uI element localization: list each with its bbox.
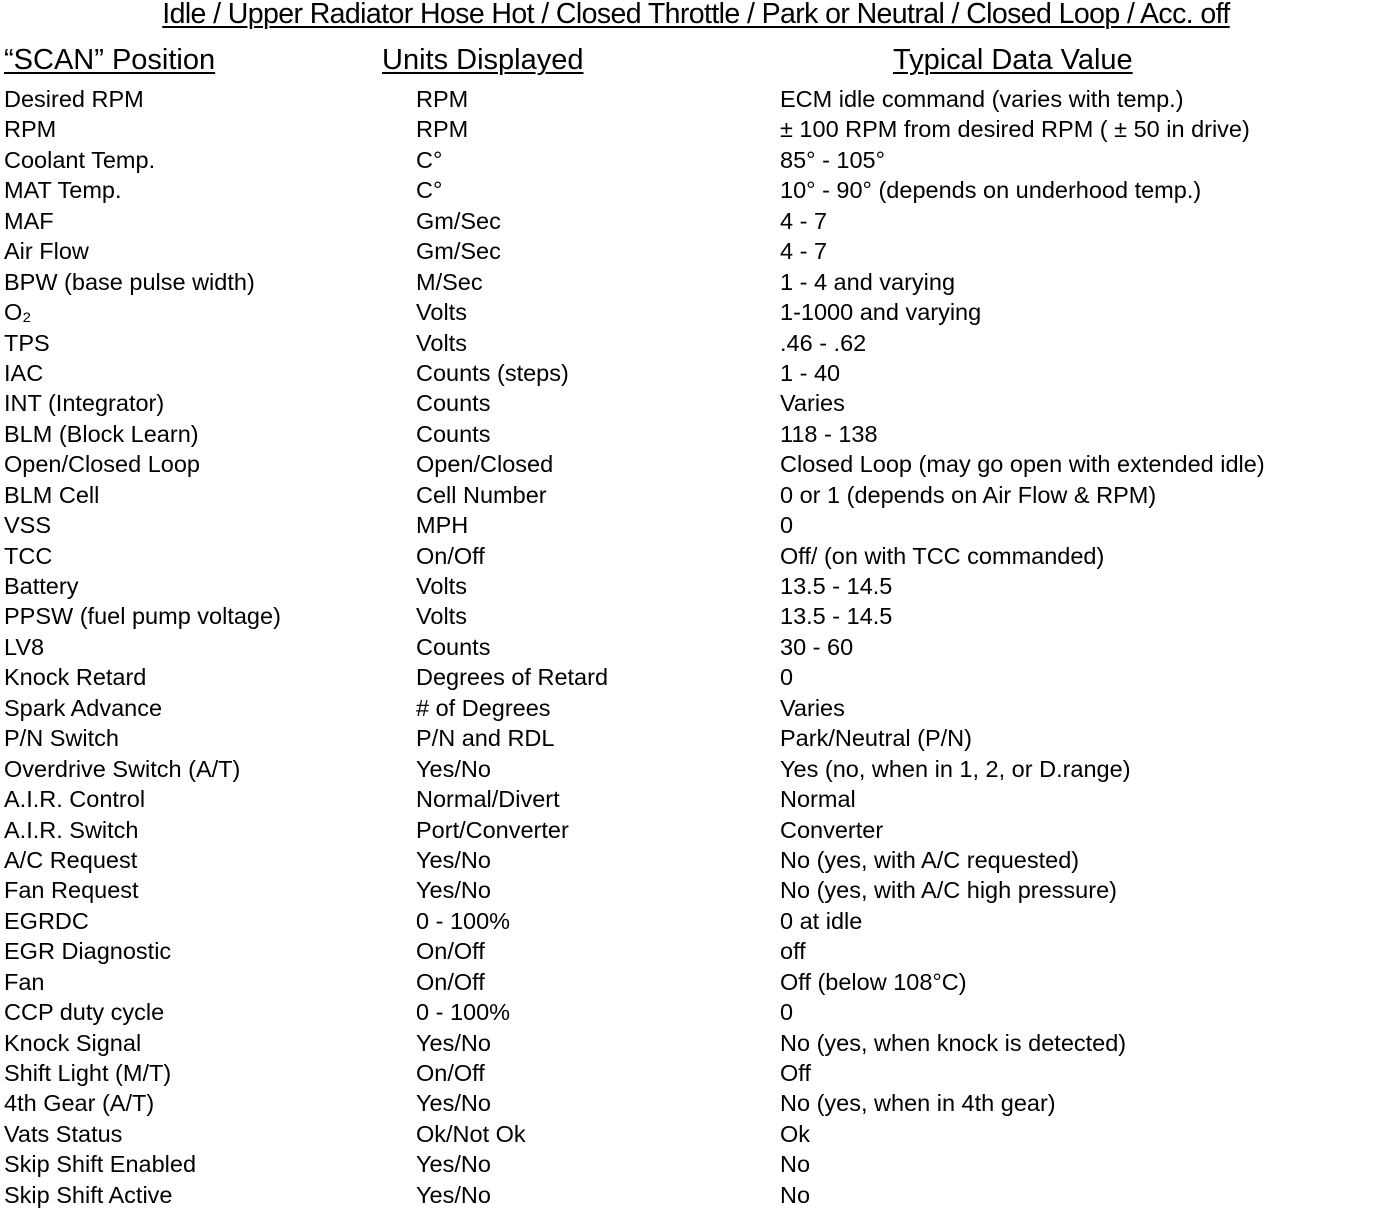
scan-position-cell: EGR Diagnostic <box>4 938 172 965</box>
table-row <box>0 267 1392 297</box>
table-row <box>0 175 1392 205</box>
typical-data-value-cell: ECM idle command (varies with temp.) <box>780 86 1184 112</box>
table-row <box>0 114 1392 144</box>
typical-data-value-cell: .46 - .62 <box>780 329 867 356</box>
units-displayed-cell: Counts <box>416 633 491 660</box>
typical-data-value-cell: 0 <box>780 999 794 1026</box>
typical-data-value-cell: 4 - 7 <box>780 207 828 234</box>
column-header-scan-position: “SCAN” Position <box>4 44 216 76</box>
units-displayed-cell: Counts (steps) <box>416 359 569 386</box>
typical-data-value-cell: 10° - 90° (depends on underhood temp.) <box>780 177 1202 204</box>
typical-data-value-cell: 0 at idle <box>780 907 863 934</box>
table-row <box>0 784 1392 814</box>
typical-data-value-cell: Converter <box>780 816 884 843</box>
table-row <box>0 84 1392 114</box>
typical-data-value-cell: No <box>780 1181 811 1208</box>
scan-position-cell: BLM (Block Learn) <box>4 420 199 447</box>
scan-position-cell: 4th Gear (A/T) <box>4 1090 155 1117</box>
table-row <box>0 632 1392 662</box>
units-displayed-cell: On/Off <box>416 968 485 995</box>
scan-position-cell: Knock Signal <box>4 1029 142 1056</box>
table-row <box>0 754 1392 784</box>
units-displayed-cell: Open/Closed <box>416 451 554 478</box>
units-displayed-cell: Yes/No <box>416 1090 491 1117</box>
units-displayed-cell: Volts <box>416 329 467 356</box>
units-displayed-cell: MPH <box>416 512 469 539</box>
scan-position-cell: BLM Cell <box>4 481 100 508</box>
scan-position-cell: Fan <box>4 968 45 995</box>
scan-position-cell: TCC <box>4 542 53 569</box>
scan-position-cell: IAC <box>4 359 44 386</box>
typical-data-value-cell: No <box>780 1151 811 1178</box>
scan-data-table <box>0 84 1392 1210</box>
scan-position-cell: Skip Shift Active <box>4 1181 173 1208</box>
scan-position-cell: Open/Closed Loop <box>4 451 200 478</box>
typical-data-value-cell: Closed Loop (may go open with extended idle) <box>780 451 1265 478</box>
scan-position-cell: O₂ <box>4 299 32 326</box>
typical-data-value-cell: 118 - 138 <box>780 420 878 447</box>
units-displayed-cell: Yes/No <box>416 1151 491 1178</box>
units-displayed-cell: 0 - 100% <box>416 999 511 1026</box>
typical-data-value-cell: No (yes, when in 4th gear) <box>780 1090 1056 1117</box>
table-row <box>0 328 1392 358</box>
scan-position-cell: Vats Status <box>4 1120 123 1147</box>
table-row <box>0 145 1392 175</box>
typical-data-value-cell: 0 <box>780 664 794 691</box>
table-row <box>0 510 1392 540</box>
scan-position-cell: Skip Shift Enabled <box>4 1151 197 1178</box>
table-row <box>0 906 1392 936</box>
typical-data-value-cell: 0 <box>780 512 794 539</box>
table-row <box>0 1180 1392 1210</box>
typical-data-value-cell: ± 100 RPM from desired RPM ( ± 50 in drive) <box>780 116 1250 143</box>
typical-data-value-cell: Park/Neutral (P/N) <box>780 725 972 752</box>
typical-data-value-cell: 1 - 40 <box>780 359 841 386</box>
scan-position-cell: LV8 <box>4 633 45 660</box>
units-displayed-cell: RPM <box>416 86 469 112</box>
table-row <box>0 723 1392 753</box>
table-row <box>0 875 1392 905</box>
units-displayed-cell: RPM <box>416 116 469 143</box>
scan-position-cell: BPW (base pulse width) <box>4 268 255 295</box>
units-displayed-cell: Yes/No <box>416 1181 491 1208</box>
table-row <box>0 1028 1392 1058</box>
scan-position-cell: TPS <box>4 329 50 356</box>
typical-data-value-cell: 1 - 4 and varying <box>780 268 956 295</box>
scan-position-cell: A/C Request <box>4 846 138 873</box>
table-row <box>0 236 1392 266</box>
typical-data-value-cell: 85° - 105° <box>780 146 886 173</box>
typical-data-value-cell: 30 - 60 <box>780 633 854 660</box>
table-row <box>0 297 1392 327</box>
units-displayed-cell: Counts <box>416 420 491 447</box>
typical-data-value-cell: off <box>780 938 806 965</box>
scan-position-cell: PPSW (fuel pump voltage) <box>4 603 281 630</box>
typical-data-value-cell: 13.5 - 14.5 <box>780 573 893 599</box>
scan-position-cell: P/N Switch <box>4 725 119 752</box>
typical-data-value-cell: Yes (no, when in 1, 2, or D.range) <box>780 755 1131 782</box>
table-row <box>0 845 1392 875</box>
units-displayed-cell: On/Off <box>416 542 485 569</box>
units-displayed-cell: Ok/Not Ok <box>416 1120 526 1147</box>
column-header-units-displayed: Units Displayed <box>382 44 584 76</box>
typical-data-value-cell: 13.5 - 14.5 <box>780 603 893 630</box>
typical-data-value-cell: Off (below 108°C) <box>780 968 967 995</box>
scan-position-cell: MAT Temp. <box>4 177 122 204</box>
table-row <box>0 1119 1392 1149</box>
scan-position-cell: MAF <box>4 207 54 234</box>
scan-position-cell: Battery <box>4 573 79 599</box>
units-displayed-cell: Gm/Sec <box>416 207 501 234</box>
table-row <box>0 449 1392 479</box>
typical-data-value-cell: 0 or 1 (depends on Air Flow & RPM) <box>780 481 1157 508</box>
scan-position-cell: EGRDC <box>4 907 89 934</box>
table-row <box>0 358 1392 388</box>
units-displayed-cell: # of Degrees <box>416 694 551 721</box>
units-displayed-cell: On/Off <box>416 938 485 965</box>
units-displayed-cell: Volts <box>416 299 467 326</box>
table-row <box>0 693 1392 723</box>
table-row <box>0 1058 1392 1088</box>
table-row <box>0 206 1392 236</box>
scan-position-cell: Spark Advance <box>4 694 163 721</box>
typical-data-value-cell: Off <box>780 1060 811 1086</box>
units-displayed-cell: On/Off <box>416 1060 485 1086</box>
units-displayed-cell: Gm/Sec <box>416 238 501 265</box>
table-row <box>0 1149 1392 1179</box>
units-displayed-cell: M/Sec <box>416 268 483 295</box>
table-row <box>0 936 1392 966</box>
units-displayed-cell: Degrees of Retard <box>416 664 609 691</box>
scan-position-cell: Fan Request <box>4 877 139 904</box>
page-title: Idle / Upper Radiator Hose Hot / Closed Throttle / Park or Neutral / Closed Loop / Acc. off <box>162 0 1230 30</box>
table-row <box>0 967 1392 997</box>
scan-position-cell: A.I.R. Switch <box>4 816 139 843</box>
units-displayed-cell: Volts <box>416 603 467 630</box>
table-row <box>0 480 1392 510</box>
table-row <box>0 419 1392 449</box>
scan-position-cell: Desired RPM <box>4 86 144 112</box>
typical-data-value-cell: Normal <box>780 786 856 813</box>
scan-position-cell: A.I.R. Control <box>4 786 146 813</box>
scan-position-cell: VSS <box>4 512 52 539</box>
units-displayed-cell: Normal/Divert <box>416 786 560 813</box>
scan-position-cell: RPM <box>4 116 57 143</box>
table-row <box>0 571 1392 601</box>
typical-data-value-cell: Ok <box>780 1120 811 1147</box>
typical-data-value-cell: Off/ (on with TCC commanded) <box>780 542 1105 569</box>
scan-position-cell: Air Flow <box>4 238 89 265</box>
units-displayed-cell: P/N and RDL <box>416 725 555 752</box>
units-displayed-cell: C° <box>416 146 443 173</box>
scan-position-cell: Knock Retard <box>4 664 147 691</box>
units-displayed-cell: Yes/No <box>416 877 491 904</box>
table-row <box>0 662 1392 692</box>
table-row <box>0 541 1392 571</box>
table-row <box>0 815 1392 845</box>
units-displayed-cell: C° <box>416 177 443 204</box>
typical-data-value-cell: No (yes, with A/C requested) <box>780 846 1080 873</box>
scan-position-cell: Shift Light (M/T) <box>4 1060 172 1086</box>
typical-data-value-cell: No (yes, when knock is detected) <box>780 1029 1127 1056</box>
units-displayed-cell: Counts <box>416 390 491 417</box>
units-displayed-cell: Volts <box>416 573 467 599</box>
scan-position-cell: INT (Integrator) <box>4 390 165 417</box>
scan-position-cell: CCP duty cycle <box>4 999 165 1026</box>
table-row <box>0 997 1392 1027</box>
typical-data-value-cell: No (yes, with A/C high pressure) <box>780 877 1117 904</box>
typical-data-value-cell: 4 - 7 <box>780 238 828 265</box>
scan-position-cell: Overdrive Switch (A/T) <box>4 755 241 782</box>
table-row <box>0 601 1392 631</box>
units-displayed-cell: Yes/No <box>416 846 491 873</box>
table-row <box>0 1088 1392 1118</box>
column-header-typical-data-value: Typical Data Value <box>893 44 1133 76</box>
table-row <box>0 388 1392 418</box>
typical-data-value-cell: Varies <box>780 390 845 417</box>
units-displayed-cell: Cell Number <box>416 481 547 508</box>
units-displayed-cell: 0 - 100% <box>416 907 511 934</box>
typical-data-value-cell: 1-1000 and varying <box>780 299 982 326</box>
typical-data-value-cell: Varies <box>780 694 845 721</box>
units-displayed-cell: Yes/No <box>416 1029 491 1056</box>
units-displayed-cell: Port/Converter <box>416 816 569 843</box>
scan-position-cell: Coolant Temp. <box>4 146 156 173</box>
units-displayed-cell: Yes/No <box>416 755 491 782</box>
